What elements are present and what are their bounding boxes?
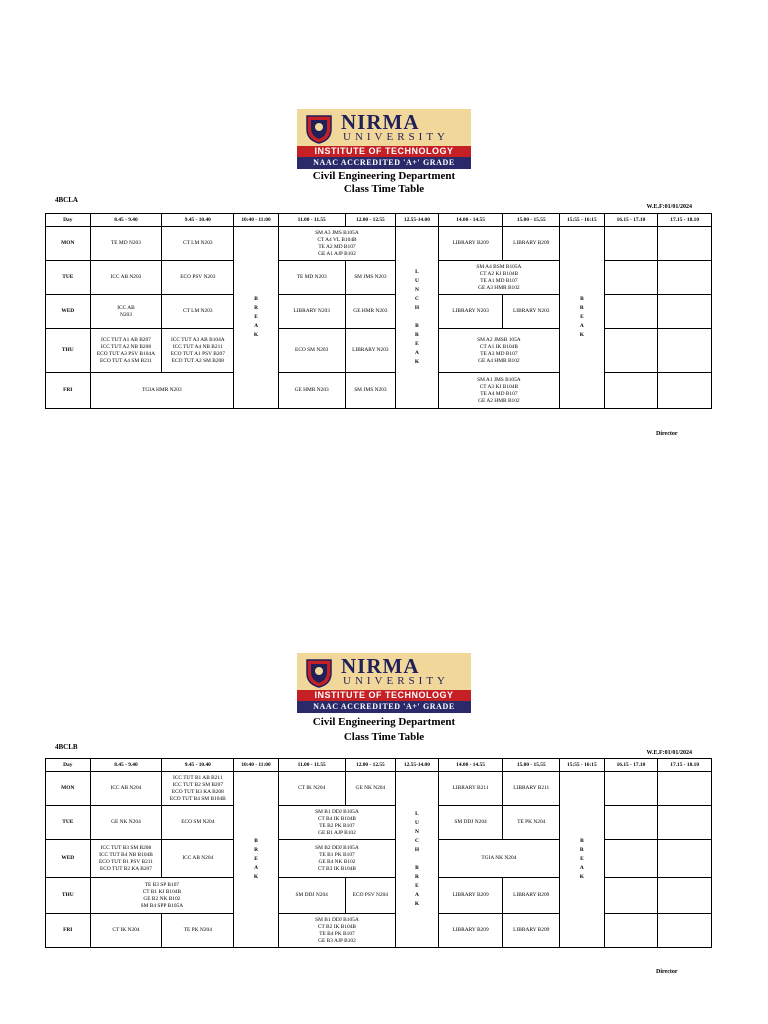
header-cell: 9.45 - 10.40	[162, 214, 234, 227]
header-cell: 10:40 - 11:00	[234, 214, 279, 227]
afternoon-break-cell: B R E A K	[560, 227, 605, 409]
day-cell: MON	[46, 772, 91, 806]
day-cell: TUE	[46, 806, 91, 840]
header-cell: 12.55-14.00	[396, 759, 439, 772]
empty-cell	[658, 840, 712, 878]
director-signature-label: Director	[656, 969, 678, 975]
logo-institute: INSTITUTE OF TECHNOLOGY	[297, 690, 471, 701]
slot-cell: ICC TUT B1 AB B211 ICC TUT B2 SM B207 ECO TUT B3 KA B208 ECO TUT B4 SM B104B	[162, 772, 234, 806]
timetable-title: Class Time Table	[343, 183, 425, 195]
effective-date: W.E.F:01/01/2024	[646, 204, 692, 210]
slot-cell: CT IK N204	[90, 914, 162, 948]
logo-institute: INSTITUTE OF TECHNOLOGY	[297, 146, 471, 157]
lunch-break-cell: L U N C H B R E A K	[396, 227, 439, 409]
class-code: 4BCLB	[55, 743, 78, 751]
slot-cell: CT IK N204	[278, 772, 345, 806]
director-signature-label: Director	[656, 431, 678, 437]
slot-cell: LIBRARY B209	[503, 227, 560, 261]
effective-date: W.E.F:01/01/2024	[646, 750, 692, 756]
slot-cell: ICC AB N203	[90, 295, 162, 329]
logo-university: UNIVERSITY	[343, 675, 449, 687]
slot-cell: LIBRARY B209	[438, 914, 503, 948]
slot-cell: LIBRARY B209	[503, 878, 560, 914]
header-cell: 15:55 - 16:15	[560, 759, 605, 772]
lunch-break-cell: L U N C H B R E A K	[396, 772, 439, 948]
slot-cell: SM B1 DDJ B105A CT B2 IK B104B TE B4 PK B107 GE B3 AJP B102	[278, 914, 395, 948]
slot-cell: LIBRARY B209	[438, 878, 503, 914]
nirma-logo	[297, 653, 471, 713]
header-cell: 11.00 - 11.55	[278, 214, 345, 227]
slot-cell: LIBRARY B211	[503, 772, 560, 806]
header-cell: 9.45 - 10.40	[162, 759, 234, 772]
logo-university: UNIVERSITY	[343, 131, 449, 143]
day-cell: FRI	[46, 914, 91, 948]
slot-cell: TE PK N204	[503, 806, 560, 840]
header-cell: 17.15 - 18.10	[658, 214, 712, 227]
empty-cell	[604, 840, 658, 878]
slot-cell: LIBRARY N203	[345, 329, 396, 373]
slot-cell: TE PK N204	[162, 914, 234, 948]
slot-cell: GE HMR N203	[278, 373, 345, 409]
empty-cell	[604, 806, 658, 840]
slot-cell: ICC AB N204	[90, 772, 162, 806]
header-cell: 15:55 - 16:15	[560, 214, 605, 227]
slot-cell: ECO PSV N203	[162, 261, 234, 295]
timetable-grid	[45, 758, 712, 948]
slot-cell: ICC TUT A3 AB B104A ICC TUT A4 NB B211 ECO TUT A1 PSV B207 ECO TUT A2 SM B208	[162, 329, 234, 373]
morning-break-cell: B R E A K	[234, 227, 279, 409]
table-row-wed	[46, 840, 712, 878]
slot-cell: SM JMS N203	[345, 373, 396, 409]
table-row-tue	[46, 806, 712, 840]
header-cell: 14.00 - 14.55	[438, 214, 503, 227]
header-cell: 12.00 - 12.55	[345, 214, 396, 227]
slot-cell: TE MD N203	[278, 261, 345, 295]
day-cell: TUE	[46, 261, 91, 295]
slot-cell: LIBRARY B209	[438, 227, 503, 261]
slot-cell: SM A4 BSM B105A CT A2 KJ B104B TE A1 MD B107 GE A3 HMR B102	[438, 261, 559, 295]
slot-cell: SM A2 JMSB 105A CT A1 IK B104B TE A3 MD B107 GE A4 HMR B102	[438, 329, 559, 373]
empty-cell	[604, 878, 658, 914]
department-title: Civil Engineering Department	[312, 170, 456, 182]
empty-cell	[658, 914, 712, 948]
header-cell: 16.15 - 17.10	[604, 759, 658, 772]
slot-cell: LIBRARY N203	[438, 295, 503, 329]
slot-cell: ICC AB N203	[90, 261, 162, 295]
slot-cell: ICC AB N204	[162, 840, 234, 878]
header-cell: 16.15 - 17.10	[604, 214, 658, 227]
day-cell: THU	[46, 329, 91, 373]
slot-cell: SM B2 DDJ B105A TE B1 PK B107 GE B4 NK B102 CT B3 IK B104B	[278, 840, 395, 878]
slot-cell: SM JMS N203	[345, 261, 396, 295]
header-cell: 15.00 - 15.55	[503, 759, 560, 772]
timetable-title: Class Time Table	[343, 731, 425, 743]
slot-cell: SM B1 DDJ B105A CT B4 IK B104B TE B2 PK B107 GE B1 AJP B102	[278, 806, 395, 840]
day-cell: FRI	[46, 373, 91, 409]
day-cell: MON	[46, 227, 91, 261]
header-cell: 12.55-14.00	[396, 214, 439, 227]
slot-cell: GE NK N204	[90, 806, 162, 840]
slot-cell: LIBRARY N203	[278, 295, 345, 329]
slot-cell: LIBRARY B211	[438, 772, 503, 806]
header-cell: 8.45 - 9.40	[90, 759, 162, 772]
morning-break-cell: B R E A K	[234, 772, 279, 948]
slot-cell: TGIA HMR N203	[90, 373, 234, 409]
slot-cell: ECO PSV N204	[345, 878, 396, 914]
day-cell: WED	[46, 840, 91, 878]
slot-cell: ECO SM N204	[162, 806, 234, 840]
slot-cell: CT LM N203	[162, 295, 234, 329]
header-row	[46, 759, 712, 772]
slot-cell: SM DDJ N204	[438, 806, 503, 840]
empty-cell	[604, 772, 658, 806]
slot-cell: SM A1 JMS B105A CT A3 KJ B104B TE A4 MD B107 GE A2 HMR B102	[438, 373, 559, 409]
logo-accreditation: NAAC ACCREDITED 'A+' GRADE	[297, 157, 471, 169]
empty-cell	[658, 806, 712, 840]
class-code: 4BCLA	[55, 196, 78, 204]
logo-name: NIRMA	[341, 654, 420, 678]
table-row-fri	[46, 914, 712, 948]
header-cell: Day	[46, 214, 91, 227]
header-cell: 10:40 - 11:00	[234, 759, 279, 772]
department-title: Civil Engineering Department	[312, 716, 456, 728]
slot-cell: ICC TUT B3 SM B208 ICC TUT B4 NB B104B ECO TUT B1 PSV B211 ECO TUT B2 KA B207	[90, 840, 162, 878]
slot-cell: CT LM N203	[162, 227, 234, 261]
slot-cell: TE MD N203	[90, 227, 162, 261]
empty-cell	[658, 772, 712, 806]
header-cell: 15.00 - 15.55	[503, 214, 560, 227]
university-seal-icon	[303, 657, 335, 689]
logo-name: NIRMA	[341, 110, 420, 134]
afternoon-break-cell: B R E A K	[560, 772, 605, 948]
day-cell: WED	[46, 295, 91, 329]
header-cell: 12.00 - 12.55	[345, 759, 396, 772]
slot-cell: GE HMR N203	[345, 295, 396, 329]
table-row-mon	[46, 772, 712, 806]
table-row-thu	[46, 878, 712, 914]
slot-cell: TE B3 SP B107 CT B1 KJ B104B GE B2 NK B102 SM B4 SPP B105A	[90, 878, 234, 914]
header-cell: 17.15 - 18.10	[658, 759, 712, 772]
slot-cell: GE NK N204	[345, 772, 396, 806]
slot-cell: SM A3 JMS B105A CT A4 VL B104B TE A2 MD B107 GE A1 AJP B102	[278, 227, 395, 261]
slot-cell: ICC TUT A1 AB B207 ICC TUT A2 NB B208 ECO TUT A3 PSV B104A ECO TUT A4 SM B211	[90, 329, 162, 373]
slot-cell: ECO SM N203	[278, 329, 345, 373]
header-cell: Day	[46, 759, 91, 772]
slot-cell: LIBRARY B209	[503, 914, 560, 948]
header-cell: 8.45 - 9.40	[90, 214, 162, 227]
slot-cell: SM DDJ N204	[278, 878, 345, 914]
slot-cell: LIBRARY N203	[503, 295, 560, 329]
slot-cell: TGIA NK N204	[438, 840, 559, 878]
header-cell: 14.00 - 14.55	[438, 759, 503, 772]
logo-accreditation: NAAC ACCREDITED 'A+' GRADE	[297, 701, 471, 713]
day-cell: THU	[46, 878, 91, 914]
header-cell: 11.00 - 11.55	[278, 759, 345, 772]
empty-cell	[604, 914, 658, 948]
empty-cell	[658, 878, 712, 914]
